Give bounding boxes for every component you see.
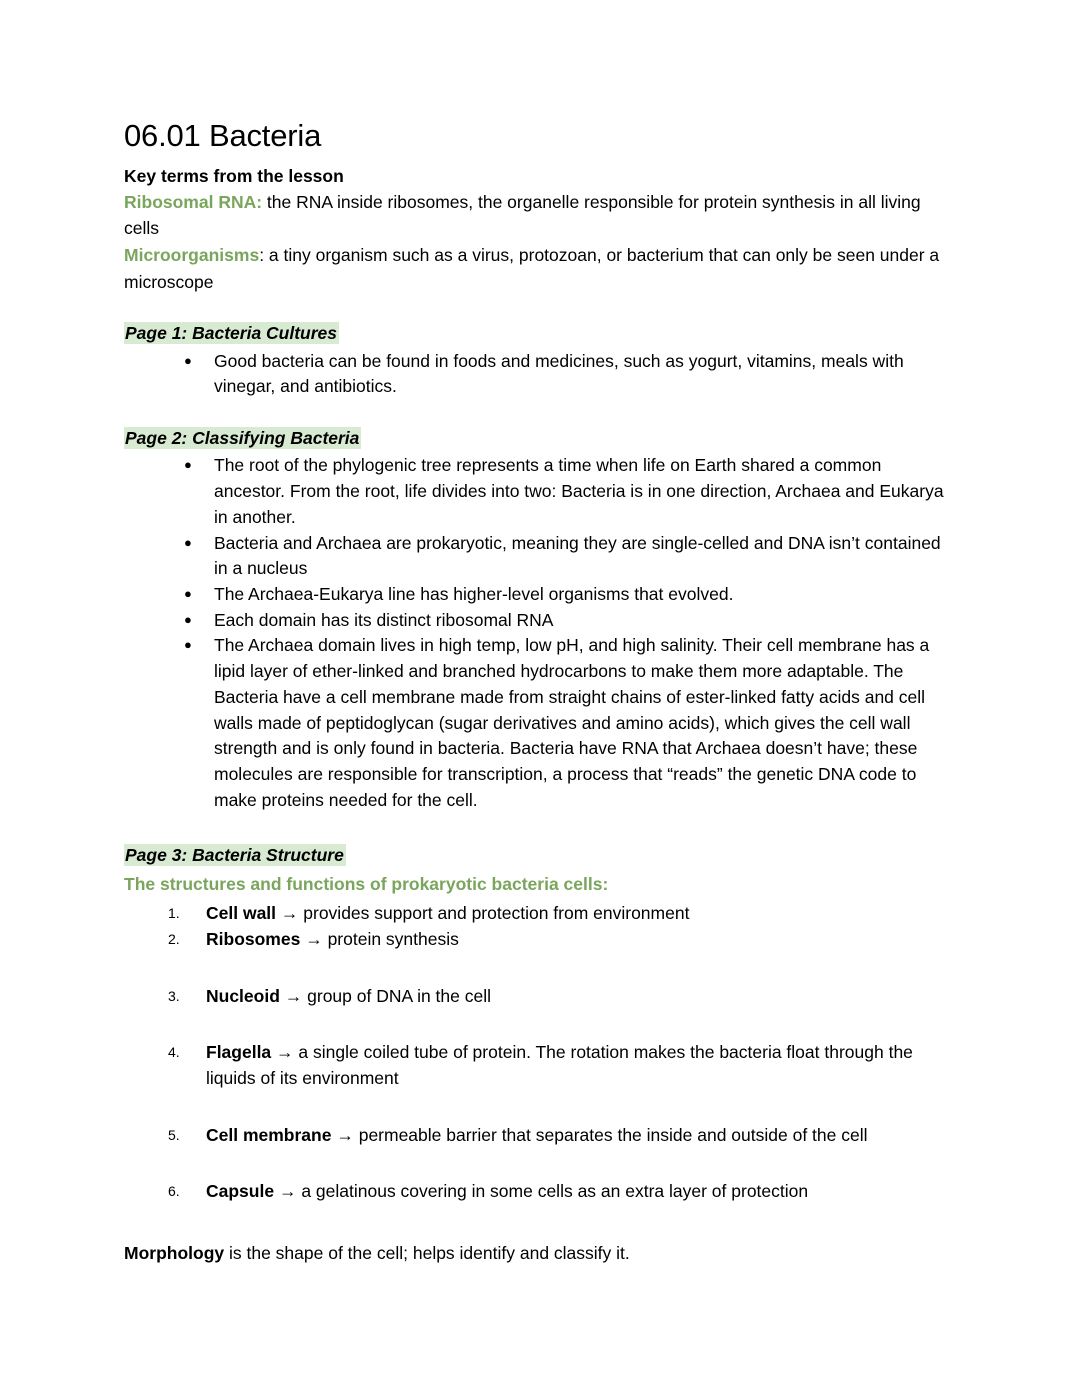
structure-numbered-list [124, 901, 956, 1205]
structure-description: provides support and protection from environment [298, 903, 690, 924]
spacer [124, 813, 956, 843]
structure-term: Flagella [206, 1042, 272, 1063]
section-heading-page-1 [124, 321, 956, 346]
list-item: ● The Archaea domain lives in high temp, low pH, and high salinity. Their cell membrane has a lipid layer of ether-linked and branched hydrocarbons to make them more adaptable. The Bacteria have a cell membrane made from straight chains of ester-linked fatty acids and cell walls made of peptidoglycan (sugar derivatives and amino acids), which gives the cell wall strength and is only found in bacteria. Bacteria have RNA that Archaea doesn’t have; these molecules are responsible for transcription, a process that “reads” the genetic DNA code to make proteins needed for the cell. [184, 633, 956, 813]
list-item: ● Bacteria and Archaea are prokaryotic, meaning they are single-celled and DNA isn’t contained in a nucleus [184, 531, 956, 582]
structure-term: Capsule [206, 1181, 275, 1202]
arrow-icon: → [276, 1042, 294, 1063]
key-term-ribosomal-rna [124, 189, 956, 242]
structure-term: Cell membrane [206, 1124, 332, 1145]
section-bullet-list-page-2 [124, 453, 956, 813]
list-item [168, 1040, 956, 1091]
spacer [124, 295, 956, 321]
section-heading-page-3 [124, 843, 956, 868]
section-heading-page-2 [124, 426, 956, 451]
structure-description: protein synthesis [322, 928, 459, 949]
key-term-colon: : [259, 245, 265, 266]
closing-text: is the shape of the cell; helps identify and classify it. [224, 1243, 630, 1264]
structure-term: Cell wall [206, 903, 277, 924]
list-item: ● The root of the phylogenic tree represents a time when life on Earth shared a common ancestor. From the root, life divides into two: Bacteria is in one direction, Archaea and Eukarya in another. [184, 453, 956, 530]
key-term-colon: : [256, 191, 263, 212]
list-item: ● The Archaea-Eukarya line has higher-level organisms that evolved. [184, 582, 956, 608]
list-item: ● Each domain has its distinct ribosomal RNA [184, 608, 956, 634]
closing-term: Morphology [124, 1243, 225, 1264]
list-item [168, 901, 956, 927]
structure-description: a single coiled tube of protein. The rotation makes the bacteria float through the liquids of its environment [206, 1042, 913, 1088]
structure-description: permeable barrier that separates the inside and outside of the cell [353, 1124, 868, 1145]
key-term-microorganisms [124, 242, 956, 295]
section-heading-text: Page 3: Bacteria Structure [125, 845, 344, 866]
section-bullet-list-page-1 [124, 349, 956, 400]
arrow-icon: → [280, 903, 299, 924]
arrow-icon: → [336, 1124, 354, 1145]
structure-description: group of DNA in the cell [302, 985, 491, 1006]
section-subheading-page-3: The structures and functions of prokaryotic bacteria cells: [124, 873, 609, 894]
arrow-icon: → [278, 1181, 297, 1202]
list-item [168, 984, 956, 1010]
key-term-definition: the RNA inside ribosomes, the organelle responsible for protein synthesis in all living cells [124, 191, 921, 239]
section-heading-text: Page 1: Bacteria Cultures [125, 323, 338, 344]
section-heading-text: Page 2: Classifying Bacteria [125, 428, 360, 449]
list-item [168, 1123, 956, 1149]
arrow-icon: → [305, 928, 323, 949]
page-title: 06.01 Bacteria [124, 118, 322, 153]
list-item [168, 927, 956, 953]
structure-description: a gelatinous covering in some cells as an extra layer of protection [296, 1181, 809, 1202]
spacer [124, 400, 956, 426]
structure-term: Nucleoid [206, 985, 280, 1006]
closing-paragraph [124, 1240, 956, 1266]
list-item [168, 1179, 956, 1205]
structure-term: Ribosomes [206, 928, 301, 949]
arrow-icon: → [284, 985, 303, 1006]
key-term-label: Ribosomal RNA [124, 191, 257, 212]
list-item: ● Good bacteria can be found in foods and medicines, such as yogurt, vitamins, meals with vinegar, and antibiotics. [184, 349, 956, 400]
key-terms-heading: Key terms from the lesson [124, 165, 344, 186]
key-term-definition: a tiny organism such as a virus, protozoan, or bacterium that can only be seen under a microscope [124, 245, 940, 292]
key-term-label: Microorganisms [124, 245, 260, 266]
